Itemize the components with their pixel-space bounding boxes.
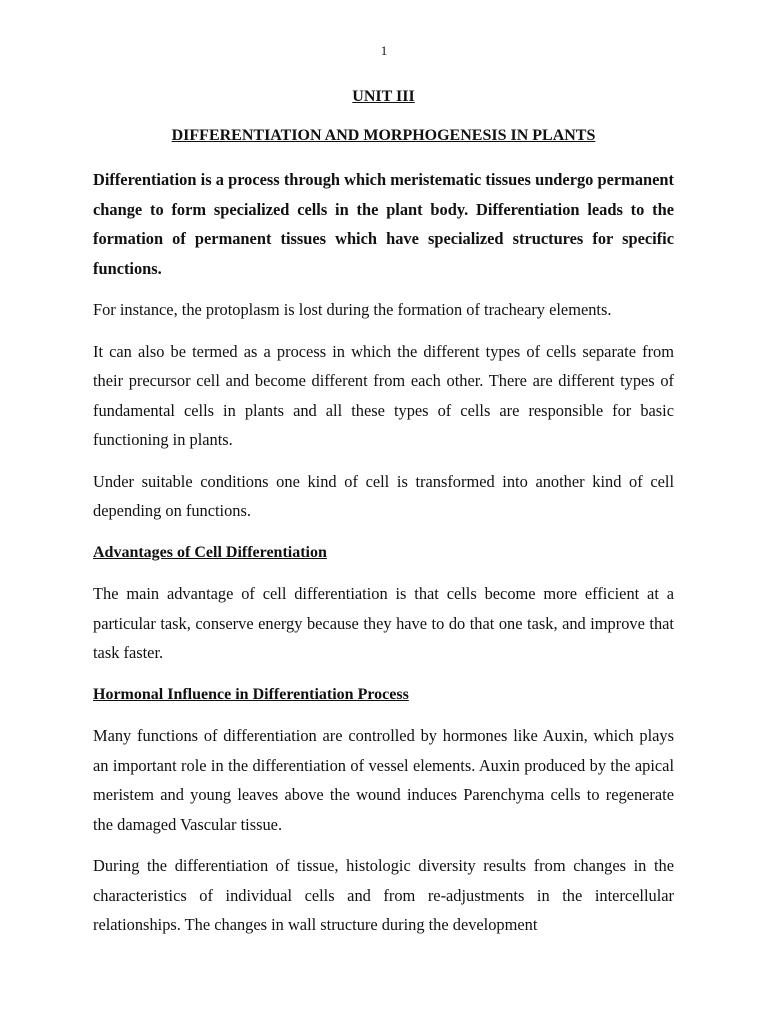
- advantages-paragraph: The main advantage of cell differentiation is that cells become more efficient at a particular task, conserve energy because they have to do that one task, and improve that task faster.: [93, 584, 674, 662]
- conditions-paragraph: Under suitable conditions one kind of cell is transformed into another kind of cell depending on functions.: [93, 471, 674, 520]
- advantages-heading: Advantages of Cell Differentiation: [93, 543, 327, 561]
- intro-paragraph: Differentiation is a process through which meristematic tissues undergo permanent change to form specialized cells in the plant body. Differentiation leads to the formation of permanent tissues which have specialized structures for specific functions.: [93, 170, 674, 278]
- process-paragraph: It can also be termed as a process in which the different types of cells separate from their precursor cell and become different from each other. There are different types of fundamental cells in plants and all these types of cells are responsible for basic functioning in plants.: [93, 341, 674, 449]
- hormones-paragraph: Many functions of differentiation are controlled by hormones like Auxin, which plays an important role in the differentiation of vessel elements. Auxin produced by the apical meristem and young leaves above the wound induces Parenchyma cells to regenerate the damaged Vascular tissue.: [93, 726, 674, 834]
- chapter-title: DIFFERENTIATION AND MORPHOGENESIS IN PLANTS: [171, 127, 596, 144]
- page-content: [93, 86, 674, 940]
- instance-paragraph: For instance, the protoplasm is lost during the formation of tracheary elements.: [93, 300, 612, 319]
- unit-title: UNIT III: [352, 88, 415, 105]
- hormonal-heading: Hormonal Influence in Differentiation Process: [93, 685, 409, 703]
- page-number: 1: [380, 43, 388, 58]
- tissue-diversity-paragraph: During the differentiation of tissue, histologic diversity results from changes in the characteristics of individual cells and from re-adjustments in the intercellular relationships. The changes in wall structure during the development: [93, 856, 674, 934]
